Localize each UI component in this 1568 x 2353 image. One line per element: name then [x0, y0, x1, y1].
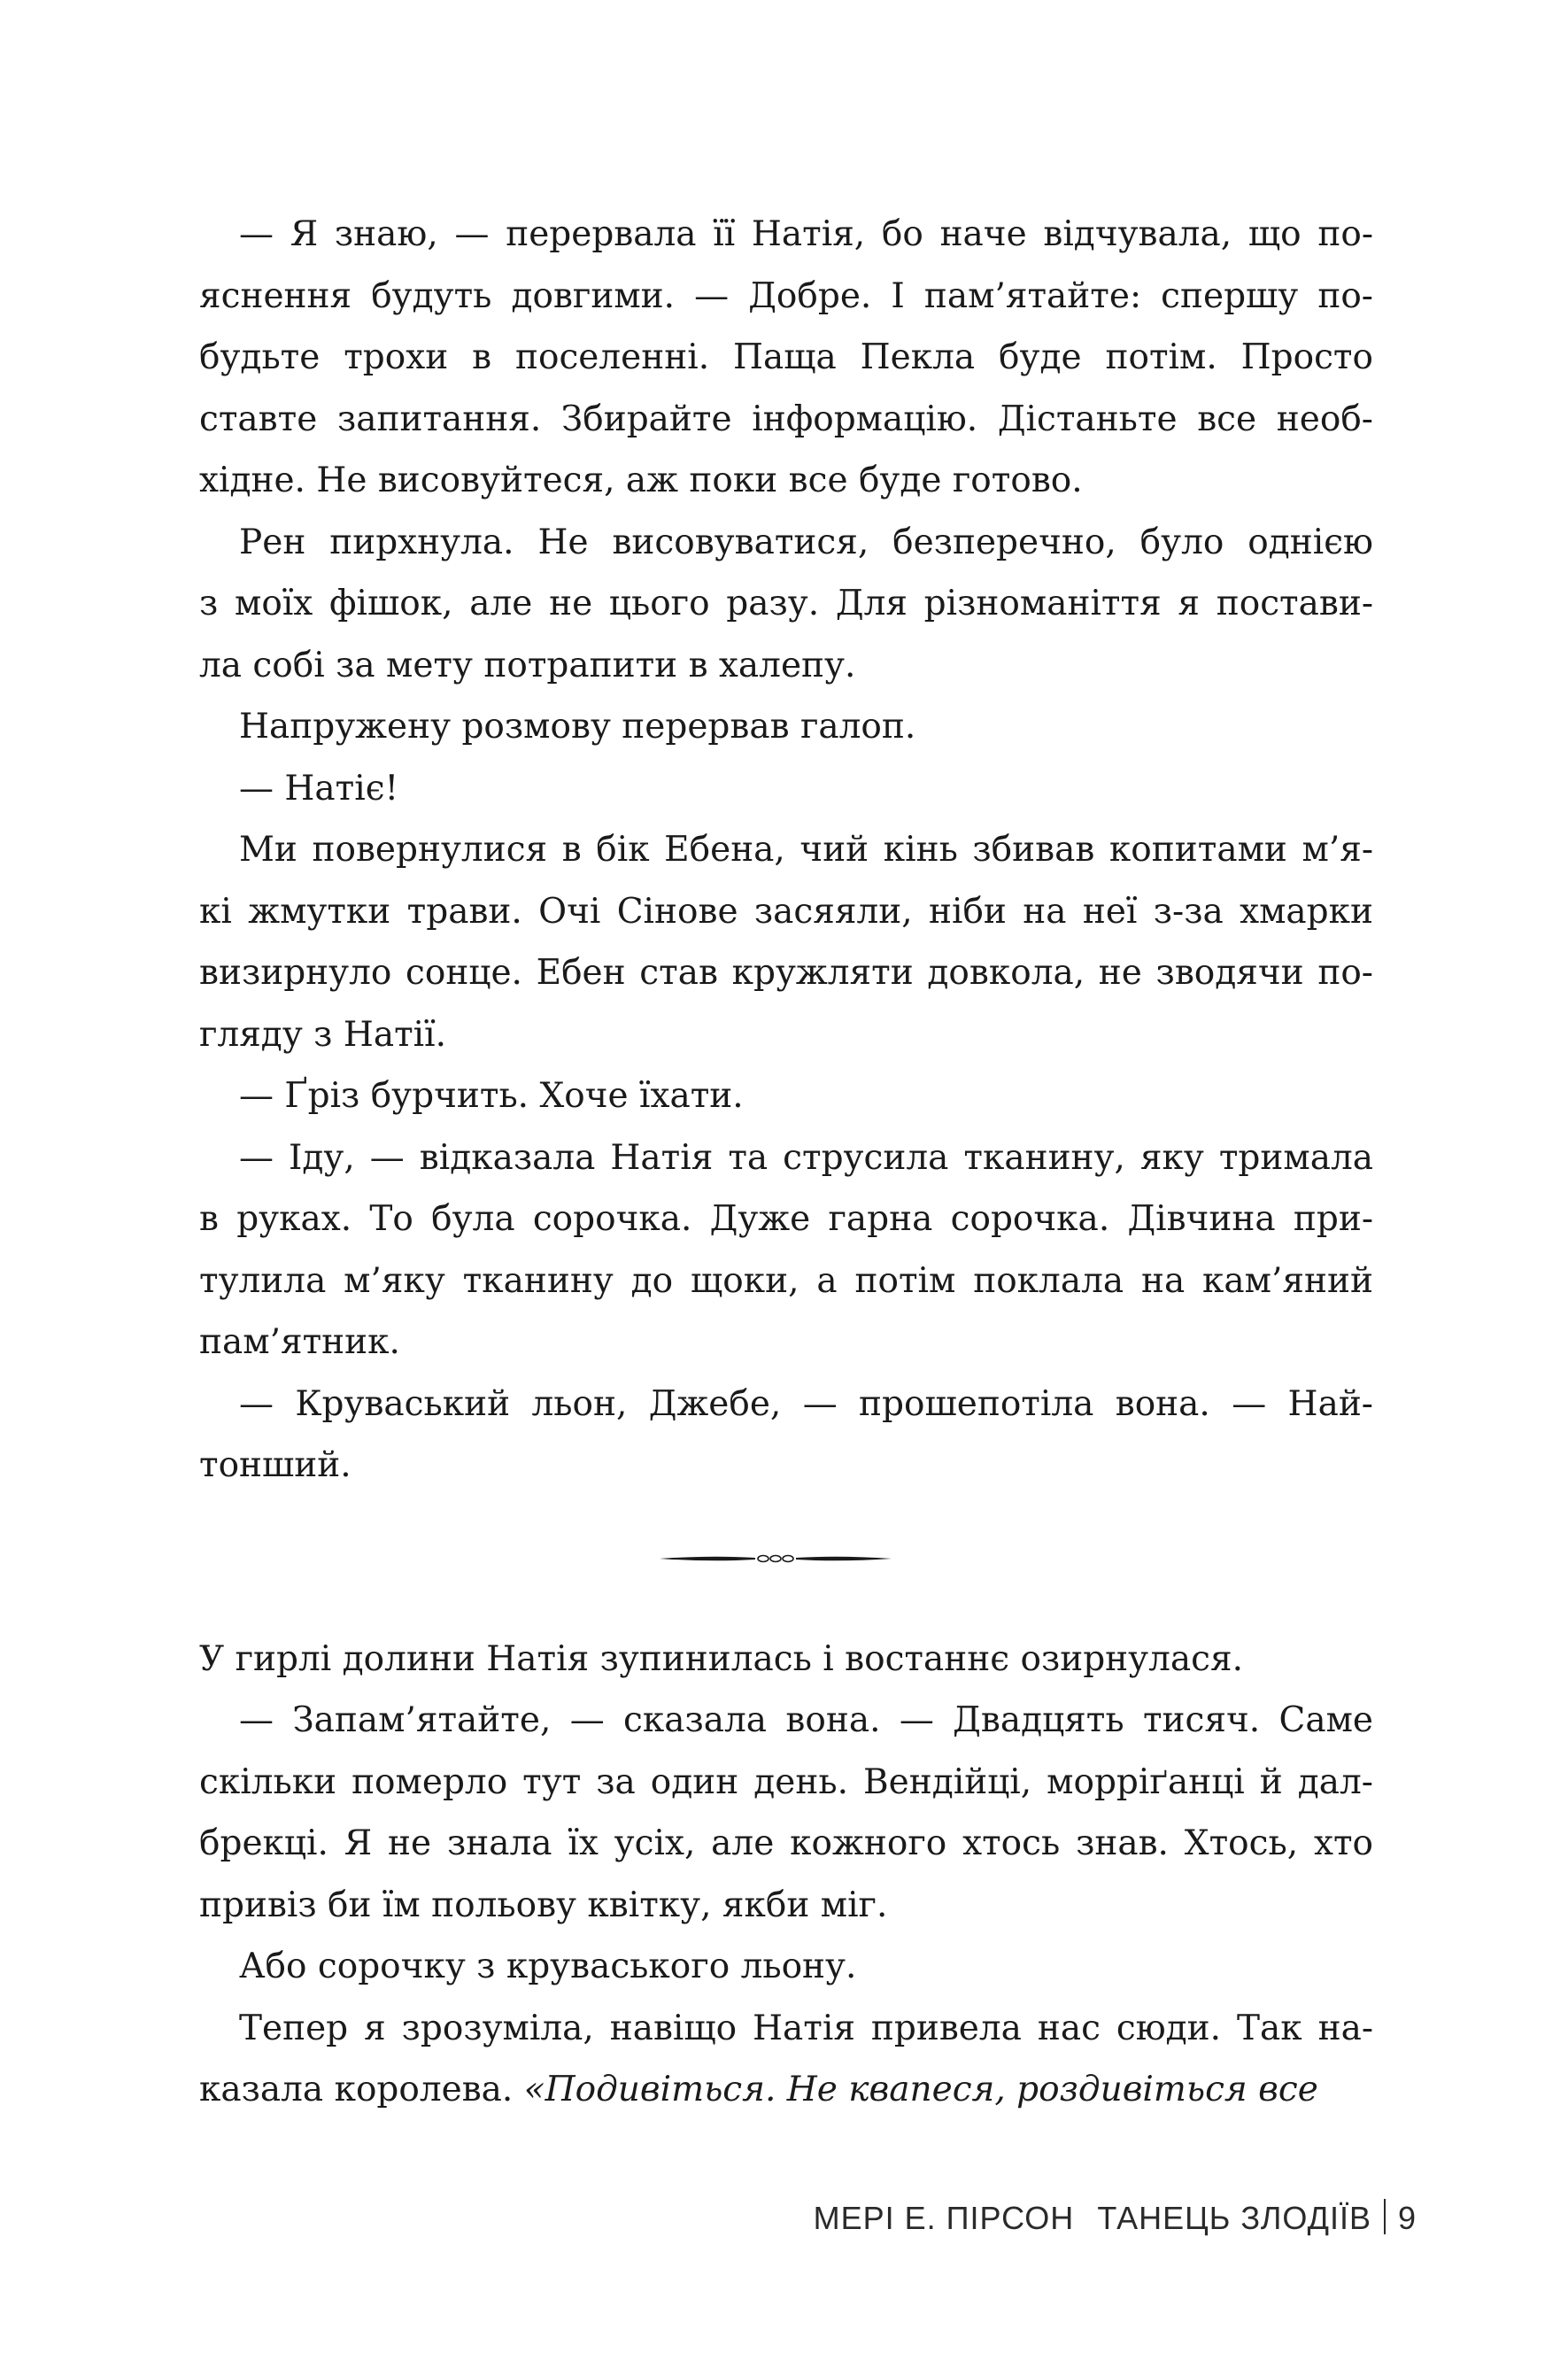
text-line: Ми повернулися в бік Ебена, чий кінь збивав копитами м’я-: [239, 830, 1373, 870]
text-line: яснення будуть довгими. — Добре. І пам’ятайте: спершу по-: [199, 275, 1373, 316]
text-line: брекці. Я не знала їх усіх, але кожного хтось знав. Хтось, хто: [199, 1823, 1373, 1863]
text-line: в руках. То була сорочка. Дуже гарна сорочка. Дівчина при-: [199, 1199, 1373, 1239]
text-line: тонший.: [199, 1445, 351, 1485]
text-line: У гирлі долини Натія зупинилась і востаннє озирнулася.: [199, 1638, 1243, 1679]
text-line: будьте трохи в поселенні. Пащa Пекла буде потім. Просто: [199, 337, 1373, 377]
section-break-flourish-icon: [658, 1550, 893, 1567]
text-line: скільки померло тут за один день. Вендійці, морріґанці й дал-: [199, 1761, 1373, 1802]
text-line: хідне. Не висовуйтеся, аж поки все буде готово.: [199, 461, 1083, 500]
text-line: — Круваський льон, Джебе, — прошепотіла вона. — Най-: [239, 1383, 1373, 1424]
text-line: ставте запитання. Збирайте інформацію. Дістаньте все необ-: [199, 399, 1373, 439]
italic-quote: «Подивіться. Не квапеся, роздивіться все: [523, 2070, 1318, 2109]
text-line: кі жмутки трави. Очі Сінове засяяли, ніби на неї з-за хмарки: [199, 891, 1373, 932]
text-line: Тепер я зрозуміла, навіщо Натія привела нас сюди. Так на-: [239, 2008, 1373, 2048]
running-footer: [797, 2199, 1417, 2237]
text-line: привіз би їм польову квітку, якби міг.: [199, 1885, 888, 1925]
text-line: пам’ятник.: [199, 1322, 400, 1362]
text-line: з моїх фішок, але не цього разу. Для різноманіття я постави-: [199, 584, 1373, 623]
footer-book-title: ТАНЕЦЬ ЗЛОДІЇВ: [1097, 2200, 1371, 2236]
footer-separator: [1384, 2199, 1386, 2234]
text-line: Рен пирхнула. Не висовуватися, безперечно, було однією: [239, 522, 1373, 562]
text-line: Або сорочку з круваського льону.: [239, 1947, 857, 1986]
page-number: 9: [1397, 2200, 1417, 2236]
text-line: ла собі за мету потрапити в халепу.: [199, 645, 856, 685]
text-line: тулила м’яку тканину до щоки, а потім поклала на кам’яний: [199, 1260, 1373, 1301]
text-line: — Натіє!: [239, 768, 399, 809]
footer-author: МЕРІ Е. ПІРСОН: [813, 2200, 1075, 2236]
text-line: [199, 2059, 1373, 2121]
text-line: — Іду, — відказала Натія та струсила тканину, яку тримала: [239, 1137, 1373, 1178]
text-run: казала королева.: [199, 2070, 524, 2109]
text-line: гляду з Натії.: [199, 1014, 447, 1055]
page-body: [199, 204, 1373, 2121]
section-break-ornament: [199, 1509, 1373, 1629]
text-line: визирнуло сонце. Ебен став кружляти довкола, не зводячи по-: [199, 953, 1373, 993]
text-line: — Запам’ятайте, — сказала вона. — Двадцять тисяч. Саме: [239, 1700, 1373, 1740]
text-line: — Я знаю, — перервала її Натія, бо наче відчувала, що по-: [239, 214, 1373, 254]
text-line: — Ґріз бурчить. Хоче їхати.: [239, 1076, 744, 1116]
text-line: Напружену розмову перервав галоп.: [239, 707, 916, 747]
